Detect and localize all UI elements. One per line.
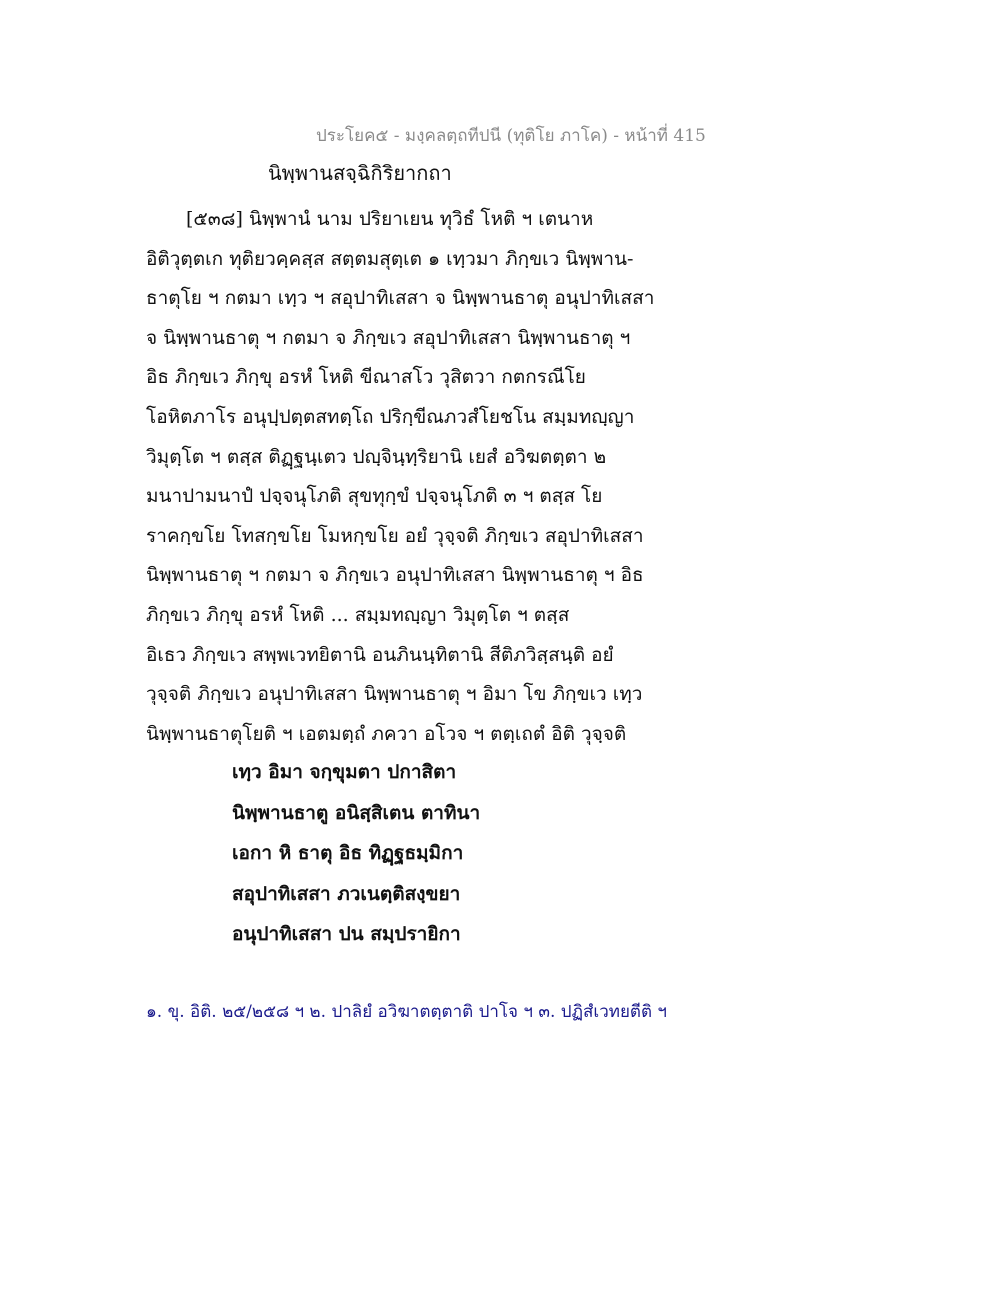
verse-line-3: เอกา หิ ธาตุ อิธ ทิฏฺฐธมฺมิกา bbox=[232, 842, 464, 864]
body-line-4: จ นิพฺพานธาตุ ฯ กตมา จ ภิกฺขเว สอุปาทิเสสา นิพฺพานธาตุ ฯ bbox=[146, 326, 631, 349]
body-line-7: วิมุตฺโต ฯ ตสฺส ติฏฺฐนฺเตว ปญฺจินฺทฺริยานิ เยสํ อวิฆตตฺตา ๒ bbox=[146, 445, 607, 468]
body-text bbox=[146, 200, 706, 754]
verse-line-4: สอุปาทิเสสา ภวเนตฺติสงฺขยา bbox=[232, 882, 461, 905]
body-line-6: โอหิตภาโร อนุปฺปตฺตสทตฺโถ ปริกฺขีณภวสํโยชโน สมฺมทญฺญา bbox=[146, 405, 635, 428]
verse-line-2: นิพฺพานธาตู อนิสฺสิเตน ตาทินา bbox=[232, 801, 481, 824]
verse-line-1: เทฺว อิมา จกฺขุมตา ปกาสิตา bbox=[232, 761, 457, 783]
body-line-3: ธาตุโย ฯ กตมา เทฺว ฯ สอุปาทิเสสา จ นิพฺพานธาตุ อนุปาทิเสสา bbox=[146, 287, 655, 310]
body-line-9: ราคกฺขโย โทสกฺขโย โมหกฺขโย อยํ วุจฺจติ ภิกฺขเว สอุปาทิเสสา bbox=[146, 524, 644, 547]
verse-block bbox=[232, 752, 480, 955]
page-header: ประโยค๕ - มงฺคลตฺถทีปนี (ทุติโย ภาโค) - หน้าที่ 415 bbox=[316, 126, 706, 146]
body-line-13: วุจฺจติ ภิกฺขเว อนุปาทิเสสา นิพฺพานธาตุ ฯ อิมา โข ภิกฺขเว เทฺว bbox=[146, 683, 643, 706]
footnote: ๑. ขุ. อิติ. ๒๕/๒๕๘ ฯ ๒. ปาลิยํ อวิฆาตตฺตาติ ปาโจ ฯ ๓. ปฏิสํเวทยตีติ ฯ bbox=[146, 1002, 667, 1022]
body-line-14: นิพฺพานธาตุโยติ ฯ เอตมตฺถํ ภควา อโวจ ฯ ตตฺเถตํ อิติ วุจฺจติ bbox=[146, 722, 627, 745]
verse-line-5: อนุปาทิเสสา ปน สมฺปรายิกา bbox=[232, 923, 461, 945]
body-line-10: นิพฺพานธาตุ ฯ กตมา จ ภิกฺขเว อนุปาทิเสสา นิพฺพานธาตุ ฯ อิธ bbox=[146, 564, 644, 587]
body-line-1: [๕๓๘] นิพฺพานํ นาม ปริยาเยน ทุวิธํ โหติ ฯ เตนาห bbox=[186, 208, 594, 230]
body-line-5: อิธ ภิกฺขเว ภิกฺขุ อรหํ โหติ ขีณาสโว วุสิตวา กตกรณีโย bbox=[146, 366, 586, 389]
body-line-12: อิเธว ภิกฺขเว สพฺพเวทยิตานิ อนภินนฺทิตานิ สีติภวิสฺสนฺติ อยํ bbox=[146, 643, 614, 666]
body-line-2: อิติวุตฺตเก ทุติยวคฺคสฺส สตฺตมสุตฺเต ๑ เทฺวมา ภิกฺขเว นิพฺพาน- bbox=[146, 247, 634, 270]
body-line-11: ภิกฺขเว ภิกฺขุ อรหํ โหติ ... สมฺมทญฺญา วิมุตฺโต ฯ ตสฺส bbox=[146, 603, 570, 626]
body-line-8: มนาปามนาปํ ปจฺจนุโภติ สุขทุกฺขํ ปจฺจนุโภติ ๓ ฯ ตสฺส โย bbox=[146, 485, 603, 508]
section-title: นิพฺพานสจฺฉิกิริยากถา bbox=[268, 161, 452, 185]
